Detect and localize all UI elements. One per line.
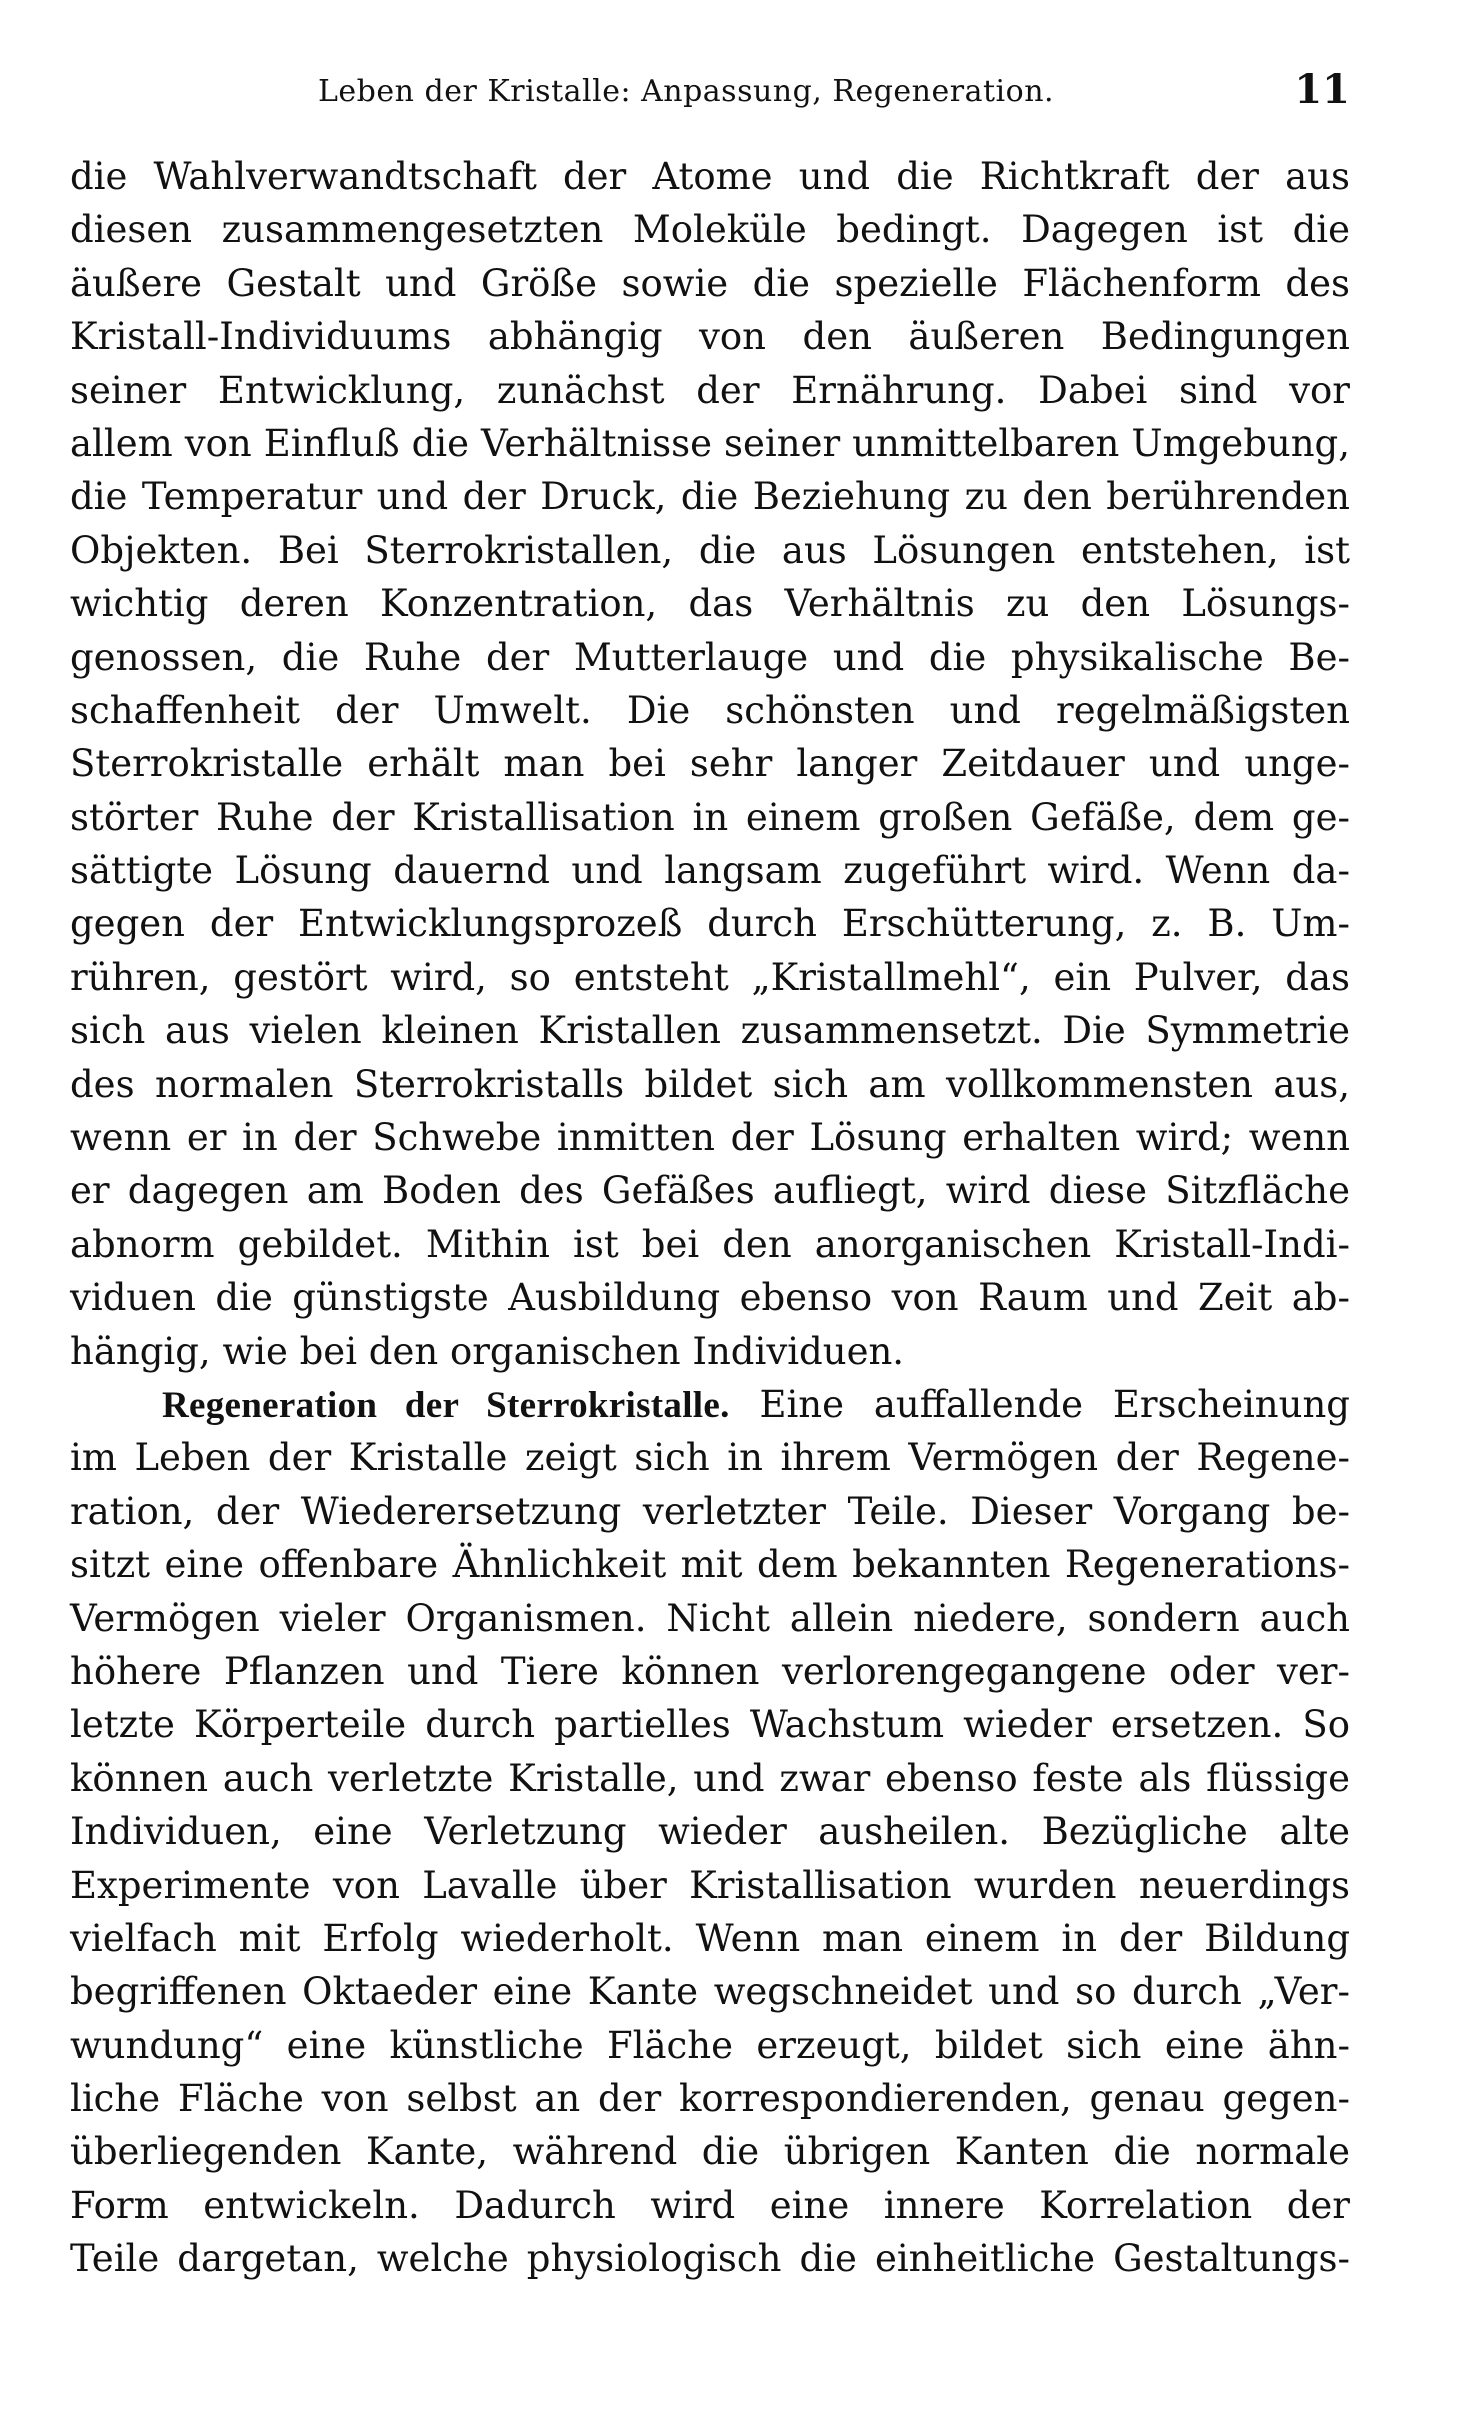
text-line: Teile dargetan, welche physiologisch die einheitliche Gestaltungs- xyxy=(70,2237,1350,2281)
text-line: seiner Entwicklung, zunächst der Ernährung. Dabei sind vor xyxy=(70,368,1350,412)
text-line: gegen der Entwicklungsprozeß durch Erschütterung, z. B. Um- xyxy=(70,902,1350,946)
text-line: Vermögen vieler Organismen. Nicht allein niedere, sondern auch xyxy=(70,1596,1350,1640)
text-line: liche Fläche von selbst an der korrespondierenden, genau gegen- xyxy=(70,2077,1350,2121)
section-lead-in: Regeneration der Sterrokristalle. xyxy=(162,1384,730,1426)
text-line: letzte Körperteile durch partielles Wachstum wieder ersetzen. So xyxy=(70,1703,1350,1747)
text-line: sitzt eine offenbare Ähnlichkeit mit dem bekannten Regenerations- xyxy=(70,1543,1350,1587)
text-line: Sterrokristalle erhält man bei sehr langer Zeitdauer und unge- xyxy=(70,742,1350,786)
text-line: sättigte Lösung dauernd und langsam zugeführt wird. Wenn da- xyxy=(70,849,1350,893)
text-line: diesen zusammengesetzten Moleküle bedingt. Dagegen ist die xyxy=(70,208,1350,252)
text-line: überliegenden Kante, während die übrigen Kanten die normale xyxy=(70,2130,1350,2174)
text-line: wichtig deren Konzentration, das Verhältnis zu den Lösungs- xyxy=(70,582,1350,626)
text-line: können auch verletzte Kristalle, und zwar ebenso feste als flüssige xyxy=(70,1756,1350,1800)
page-number: 11 xyxy=(1294,66,1350,113)
text-line: höhere Pflanzen und Tiere können verlorengegangene oder ver- xyxy=(70,1649,1350,1693)
paragraph-1 xyxy=(70,150,1350,1378)
text-line: schaffenheit der Umwelt. Die schönsten und regelmäßigsten xyxy=(70,688,1350,732)
text-line: allem von Einfluß die Verhältnisse seiner unmittelbaren Umgebung, xyxy=(70,421,1350,465)
text-line: Form entwickeln. Dadurch wird eine innere Korrelation der xyxy=(70,2183,1350,2227)
text-line: Kristall-Individuums abhängig von den äußeren Bedingungen xyxy=(70,315,1350,359)
text-line: vielfach mit Erfolg wiederholt. Wenn man einem in der Bildung xyxy=(70,1916,1350,1960)
text-line-first xyxy=(70,1378,1350,1431)
body-text xyxy=(70,150,1350,2286)
text-line: wenn er in der Schwebe inmitten der Lösung erhalten wird; wenn xyxy=(70,1116,1350,1160)
text-line: hängig, wie bei den organischen Individuen. xyxy=(70,1329,905,1373)
text-line: Objekten. Bei Sterrokristallen, die aus Lösungen entstehen, ist xyxy=(70,528,1350,572)
text-line: des normalen Sterrokristalls bildet sich am vollkommensten aus, xyxy=(70,1062,1350,1106)
text-line: genossen, die Ruhe der Mutterlauge und die physikalische Be- xyxy=(70,635,1350,679)
paragraph-2 xyxy=(70,1378,1350,2286)
text-line: sich aus vielen kleinen Kristallen zusammensetzt. Die Symmetrie xyxy=(70,1009,1350,1053)
text-line: Individuen, eine Verletzung wieder ausheilen. Bezügliche alte xyxy=(70,1810,1350,1854)
text-line: die Temperatur und der Druck, die Beziehung zu den berührenden xyxy=(70,475,1350,519)
text-line: rühren, gestört wird, so entsteht „Kristallmehl“, ein Pulver, das xyxy=(70,955,1350,999)
text-line: viduen die günstigste Ausbildung ebenso von Raum und Zeit ab- xyxy=(70,1276,1350,1320)
text-line: abnorm gebildet. Mithin ist bei den anorganischen Kristall-Indi- xyxy=(70,1222,1350,1266)
text-line: wundung“ eine künstliche Fläche erzeugt, bildet sich eine ähn- xyxy=(70,2023,1350,2067)
text-line: äußere Gestalt und Größe sowie die spezielle Flächenform des xyxy=(70,261,1350,305)
text-fragment: Eine auffallende Erscheinung xyxy=(759,1382,1350,1426)
text-line: er dagegen am Boden des Gefäßes aufliegt, wird diese Sitzfläche xyxy=(70,1169,1350,1213)
page-header xyxy=(318,66,1350,126)
text-line: ration, der Wiederersetzung verletzter Teile. Dieser Vorgang be- xyxy=(70,1489,1350,1533)
text-line: im Leben der Kristalle zeigt sich in ihrem Vermögen der Regene- xyxy=(70,1436,1350,1480)
text-line: begriffenen Oktaeder eine Kante wegschneidet und so durch „Ver- xyxy=(70,1970,1350,2014)
text-line: Experimente von Lavalle über Kristallisation wurden neuerdings xyxy=(70,1863,1350,1907)
text-line: die Wahlverwandtschaft der Atome und die Richtkraft der aus xyxy=(70,155,1350,198)
running-title: Leben der Kristalle: Anpassung, Regeneration. xyxy=(318,74,1055,109)
text-line: störter Ruhe der Kristallisation in einem großen Gefäße, dem ge- xyxy=(70,795,1350,839)
